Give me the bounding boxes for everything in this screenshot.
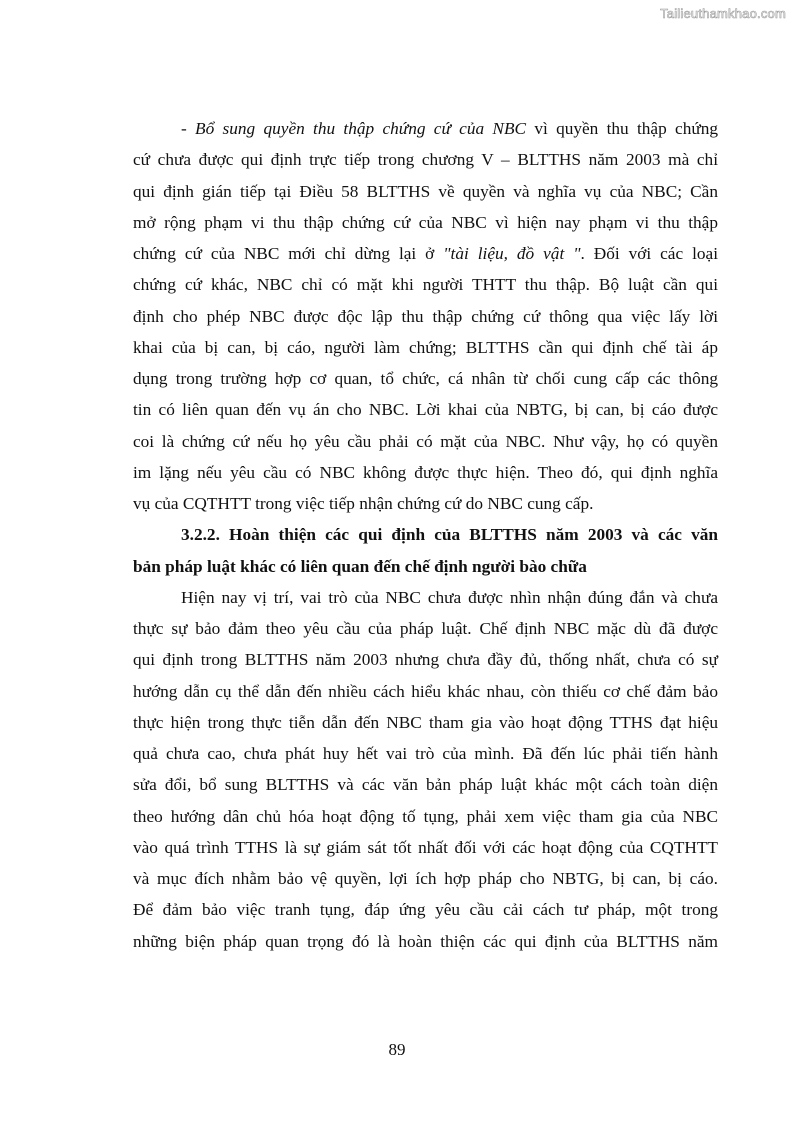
- italic-quote: "tài liệu, đồ vật ": [443, 244, 581, 263]
- watermark: Tailieuthamkhao.com: [660, 6, 786, 21]
- text-line: vào quá trình TTHS là sự giám sát tốt nhất đối với các hoạt động của CQTHTT: [133, 837, 718, 857]
- heading-line: bản pháp luật khác có liên quan đến chế định người bào chữa: [133, 556, 587, 576]
- text-line: Hiện nay vị trí, vai trò của NBC chưa được nhìn nhận đúng đắn và chưa: [181, 587, 718, 607]
- text-line: coi là chứng cứ nếu họ yêu cầu phải có mặt của NBC. Như vậy, họ có quyền: [133, 431, 718, 451]
- text-line: sửa đổi, bổ sung BLTTHS và các văn bản pháp luật khác một cách toàn diện: [133, 775, 718, 795]
- text-line: - Bổ sung quyền thu thập chứng cứ của NBC vì quyền thu thập chứng: [181, 119, 718, 138]
- text-line: và mục đích nhằm bảo vệ quyền, lợi ích hợp pháp cho NBTG, bị can, bị cáo.: [133, 869, 718, 888]
- text-line: mở rộng phạm vi thu thập chứng cứ của NBC vì hiện nay phạm vi thu thập: [133, 212, 718, 232]
- paragraph-current-status: [133, 582, 718, 957]
- heading-line: 3.2.2. Hoàn thiện các qui định của BLTTHS năm 2003 và các văn: [181, 525, 718, 545]
- text-line: thực hiện trong thực tiễn dẫn đến NBC tham gia vào hoạt động TTHS đạt hiệu: [133, 712, 718, 732]
- document-page: [133, 113, 718, 957]
- text-line: định cho phép NBC được độc lập thu thập chứng cứ thông qua việc lấy lời: [133, 306, 718, 326]
- text-line: theo hướng dân chủ hóa hoạt động tố tụng, phải xem việc tham gia của NBC: [133, 806, 718, 826]
- section-heading: [133, 519, 718, 582]
- text-line: khai của bị can, bị cáo, người làm chứng; BLTTHS cần qui định chế tài áp: [133, 337, 718, 357]
- text-line: tin có liên quan đến vụ án cho NBC. Lời khai của NBTG, bị can, bị cáo được: [133, 400, 718, 420]
- text-line: qui định gián tiếp tại Điều 58 BLTTHS về quyền và nghĩa vụ của NBC; Cần: [133, 181, 718, 201]
- italic-lead: - Bổ sung quyền thu thập chứng cứ của NBC: [181, 119, 527, 138]
- text-line: hướng dẫn cụ thể dẫn đến nhiều cách hiểu khác nhau, còn thiếu cơ chế đảm bảo: [133, 681, 718, 701]
- text-line: những biện pháp quan trọng đó là hoàn thiện các qui định của BLTTHS năm: [133, 931, 718, 951]
- text-line: qui định trong BLTTHS năm 2003 nhưng chưa đầy đủ, thống nhất, chưa có sự: [133, 650, 718, 670]
- text-line: chứng cứ của NBC mới chỉ dừng lại ở "tài liệu, đồ vật ". Đối với các loại: [133, 244, 718, 263]
- text-line: Để đảm bảo việc tranh tụng, đáp ứng yêu cầu cải cách tư pháp, một trong: [133, 900, 718, 920]
- text-line: quả chưa cao, chưa phát huy hết vai trò của mình. Đã đến lúc phải tiến hành: [133, 744, 718, 763]
- text-line: thực sự bảo đảm theo yêu cầu của pháp luật. Chế định NBC mặc dù đã được: [133, 619, 718, 638]
- text-line: chứng cứ khác, NBC chỉ có mặt khi người THTT thu thập. Bộ luật cần qui: [133, 275, 718, 295]
- text-line: vụ của CQTHTT trong việc tiếp nhận chứng cứ do NBC cung cấp.: [133, 494, 594, 513]
- text-line: cứ chưa được qui định trực tiếp trong chương V – BLTTHS năm 2003 mà chỉ: [133, 150, 718, 170]
- page-number: 89: [388, 1040, 406, 1059]
- text-line: dụng trong trường hợp cơ quan, tổ chức, cá nhân từ chối cung cấp các thông: [133, 369, 718, 388]
- paragraph-evidence-collection: [133, 113, 718, 519]
- text-line: im lặng nếu yêu cầu có NBC không được thực hiện. Theo đó, qui định nghĩa: [133, 462, 718, 482]
